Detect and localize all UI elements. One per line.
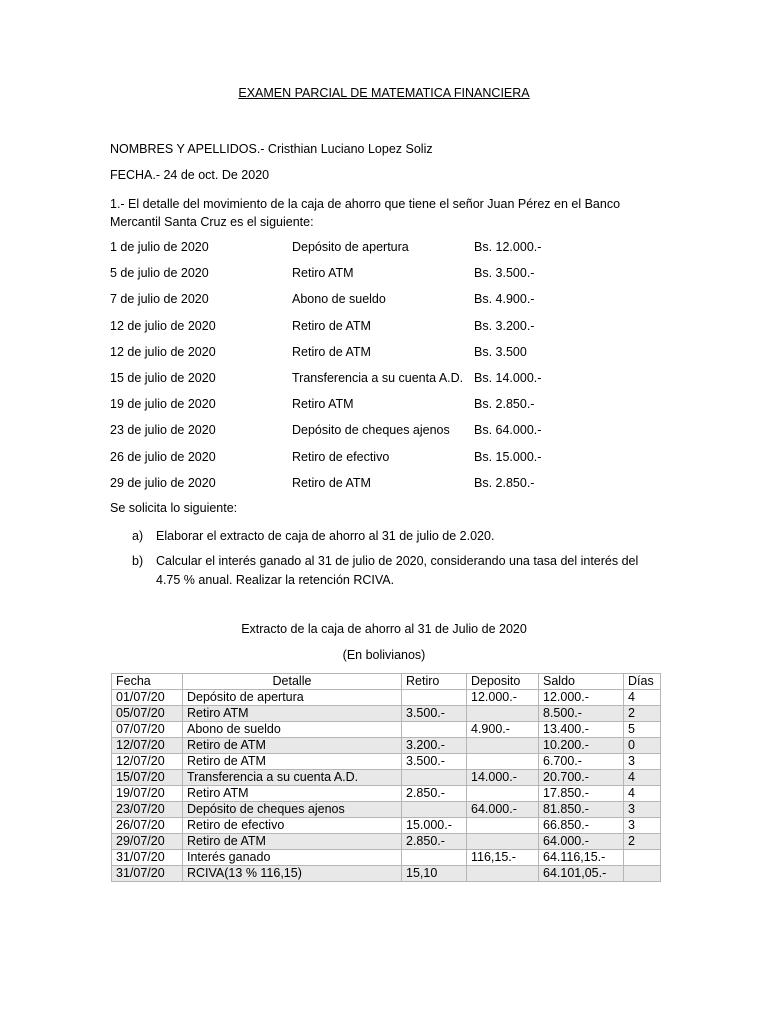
cell-detalle: Transferencia a su cuenta A.D. xyxy=(183,770,402,786)
header-dias: Días xyxy=(624,674,661,690)
cell-fecha: 15/07/20 xyxy=(112,770,183,786)
cell-saldo: 64.101,05.- xyxy=(539,866,624,882)
cell-retiro xyxy=(402,690,467,706)
cell-detalle: Retiro ATM xyxy=(183,786,402,802)
table-row xyxy=(112,738,661,754)
movement-amount: Bs. 14.000.- xyxy=(474,371,542,385)
cell-fecha: 12/07/20 xyxy=(112,754,183,770)
table-row xyxy=(112,690,661,706)
cell-saldo: 64.116,15.- xyxy=(539,850,624,866)
movement-description: Retiro de ATM xyxy=(292,344,371,359)
cell-dias: 4 xyxy=(624,690,661,706)
movement-date: 1 de julio de 2020 xyxy=(110,240,209,254)
movement-row xyxy=(110,292,670,310)
movement-amount: Bs. 15.000.- xyxy=(474,449,542,464)
movement-amount: Bs. 3.500.- xyxy=(474,266,535,281)
movement-description: Abono de sueldo xyxy=(292,292,386,307)
header-fecha: Fecha xyxy=(112,674,183,690)
movement-row xyxy=(110,423,670,441)
cell-fecha: 31/07/20 xyxy=(112,866,183,882)
table-row xyxy=(112,770,661,786)
header-saldo: Saldo xyxy=(539,674,624,690)
movement-amount: Bs. 2.850.- xyxy=(474,397,535,412)
cell-deposito xyxy=(467,866,539,882)
table-row xyxy=(112,866,661,882)
movement-description: Retiro ATM xyxy=(292,397,354,412)
movement-amount: Bs. 3.200.- xyxy=(474,318,535,333)
cell-dias: 2 xyxy=(624,706,661,722)
movement-row xyxy=(110,476,670,494)
cell-deposito: 14.000.- xyxy=(467,770,539,786)
request-b-label: b) xyxy=(132,554,144,568)
movement-row xyxy=(110,266,670,284)
movement-date: 5 de julio de 2020 xyxy=(110,266,209,281)
cell-fecha: 23/07/20 xyxy=(112,802,183,818)
movement-amount: Bs. 2.850.- xyxy=(474,475,535,490)
cell-fecha: 01/07/20 xyxy=(112,690,183,706)
movement-description: Retiro de ATM xyxy=(292,318,371,333)
cell-dias: 3 xyxy=(624,818,661,834)
movement-row xyxy=(110,345,670,363)
cell-dias: 4 xyxy=(624,786,661,802)
cell-saldo: 8.500.- xyxy=(539,706,624,722)
movement-row xyxy=(110,450,670,468)
cell-saldo: 13.400.- xyxy=(539,722,624,738)
cell-detalle: Depósito de apertura xyxy=(183,690,402,706)
cell-fecha: 07/07/20 xyxy=(112,722,183,738)
cell-fecha: 26/07/20 xyxy=(112,818,183,834)
exam-date-line: FECHA.- 24 de oct. De 2020 xyxy=(110,168,270,182)
request-b-text: Calcular el interés ganado al 31 de julio de 2020, considerando una tasa del interés del 4.75 % anual. Realizar la retención RCIVA. xyxy=(156,554,639,587)
cell-deposito: 4.900.- xyxy=(467,722,539,738)
movement-row xyxy=(110,371,670,389)
cell-saldo: 20.700.- xyxy=(539,770,624,786)
cell-detalle: RCIVA(13 % 116,15) xyxy=(183,866,402,882)
movement-description: Retiro de efectivo xyxy=(292,449,390,464)
table-row xyxy=(112,706,661,722)
cell-dias: 3 xyxy=(624,754,661,770)
movement-description: Retiro ATM xyxy=(292,266,354,281)
cell-fecha: 12/07/20 xyxy=(112,738,183,754)
cell-retiro: 3.500.- xyxy=(402,706,467,722)
header-retiro: Retiro xyxy=(402,674,467,690)
cell-saldo: 64.000.- xyxy=(539,834,624,850)
cell-deposito xyxy=(467,754,539,770)
statement-title: Extracto de la caja de ahorro al 31 de Julio de 2020 xyxy=(241,622,527,636)
cell-retiro: 2.850.- xyxy=(402,786,467,802)
exam-title: EXAMEN PARCIAL DE MATEMATICA FINANCIERA xyxy=(238,86,530,100)
movement-date: 23 de julio de 2020 xyxy=(110,423,216,438)
movement-row xyxy=(110,240,670,258)
statement-table xyxy=(111,673,661,882)
movement-date: 7 de julio de 2020 xyxy=(110,292,209,307)
movement-date: 26 de julio de 2020 xyxy=(110,449,216,464)
cell-saldo: 81.850.- xyxy=(539,802,624,818)
cell-detalle: Retiro ATM xyxy=(183,706,402,722)
cell-retiro: 15.000.- xyxy=(402,818,467,834)
movement-description: Depósito de apertura xyxy=(292,240,409,254)
cell-fecha: 29/07/20 xyxy=(112,834,183,850)
cell-deposito xyxy=(467,786,539,802)
cell-saldo: 6.700.- xyxy=(539,754,624,770)
movement-row xyxy=(110,397,670,415)
table-header-row xyxy=(112,674,661,690)
header-deposito: Deposito xyxy=(467,674,539,690)
cell-deposito: 12.000.- xyxy=(467,690,539,706)
cell-detalle: Retiro de efectivo xyxy=(183,818,402,834)
cell-deposito xyxy=(467,818,539,834)
table-row xyxy=(112,818,661,834)
cell-saldo: 66.850.- xyxy=(539,818,624,834)
cell-detalle: Retiro de ATM xyxy=(183,834,402,850)
table-row xyxy=(112,786,661,802)
movement-row xyxy=(110,319,670,337)
cell-retiro: 15,10 xyxy=(402,866,467,882)
cell-dias xyxy=(624,866,661,882)
cell-detalle: Depósito de cheques ajenos xyxy=(183,802,402,818)
cell-fecha: 31/07/20 xyxy=(112,850,183,866)
movement-date: 19 de julio de 2020 xyxy=(110,397,216,412)
movement-date: 29 de julio de 2020 xyxy=(110,475,216,490)
movement-amount: Bs. 3.500 xyxy=(474,344,527,359)
cell-dias: 3 xyxy=(624,802,661,818)
movement-amount: Bs. 12.000.- xyxy=(474,240,542,254)
cell-retiro xyxy=(402,802,467,818)
cell-deposito xyxy=(467,738,539,754)
cell-deposito: 64.000.- xyxy=(467,802,539,818)
cell-retiro: 3.200.- xyxy=(402,738,467,754)
cell-dias: 0 xyxy=(624,738,661,754)
movement-date: 12 de julio de 2020 xyxy=(110,318,216,333)
statement-subtitle: (En bolivianos) xyxy=(342,648,426,662)
request-a-text: Elaborar el extracto de caja de ahorro al 31 de julio de 2.020. xyxy=(156,529,495,543)
movement-description: Transferencia a su cuenta A.D. xyxy=(292,371,464,385)
table-row xyxy=(112,834,661,850)
cell-saldo: 17.850.- xyxy=(539,786,624,802)
table-row xyxy=(112,802,661,818)
cell-dias: 5 xyxy=(624,722,661,738)
table-row xyxy=(112,722,661,738)
cell-fecha: 05/07/20 xyxy=(112,706,183,722)
student-name-line: NOMBRES Y APELLIDOS.- Cristhian Luciano Lopez Soliz xyxy=(110,142,433,156)
request-intro: Se solicita lo siguiente: xyxy=(110,501,238,515)
header-detalle: Detalle xyxy=(183,674,402,690)
movement-amount: Bs. 4.900.- xyxy=(474,292,535,307)
cell-dias: 2 xyxy=(624,834,661,850)
movement-description: Retiro de ATM xyxy=(292,475,371,490)
movement-amount: Bs. 64.000.- xyxy=(474,423,542,438)
cell-detalle: Retiro de ATM xyxy=(183,738,402,754)
cell-deposito xyxy=(467,706,539,722)
cell-saldo: 12.000.- xyxy=(539,690,624,706)
cell-dias xyxy=(624,850,661,866)
cell-retiro xyxy=(402,850,467,866)
cell-fecha: 19/07/20 xyxy=(112,786,183,802)
request-a-label: a) xyxy=(132,529,144,543)
request-a xyxy=(132,527,662,546)
cell-deposito: 116,15.- xyxy=(467,850,539,866)
cell-deposito xyxy=(467,834,539,850)
cell-retiro: 3.500.- xyxy=(402,754,467,770)
question-intro: 1.- El detalle del movimiento de la caja de ahorro que tiene el señor Juan Pérez en el Banco Mercantil Santa Cruz es el siguiente: xyxy=(110,197,621,229)
table-row xyxy=(112,754,661,770)
movement-date: 12 de julio de 2020 xyxy=(110,344,216,359)
table-row xyxy=(112,850,661,866)
cell-detalle: Abono de sueldo xyxy=(183,722,402,738)
cell-retiro xyxy=(402,722,467,738)
request-b xyxy=(132,552,662,590)
cell-retiro: 2.850.- xyxy=(402,834,467,850)
cell-dias: 4 xyxy=(624,770,661,786)
cell-detalle: Retiro de ATM xyxy=(183,754,402,770)
cell-retiro xyxy=(402,770,467,786)
movement-description: Depósito de cheques ajenos xyxy=(292,423,450,438)
movement-date: 15 de julio de 2020 xyxy=(110,371,216,385)
cell-detalle: Interés ganado xyxy=(183,850,402,866)
cell-saldo: 10.200.- xyxy=(539,738,624,754)
